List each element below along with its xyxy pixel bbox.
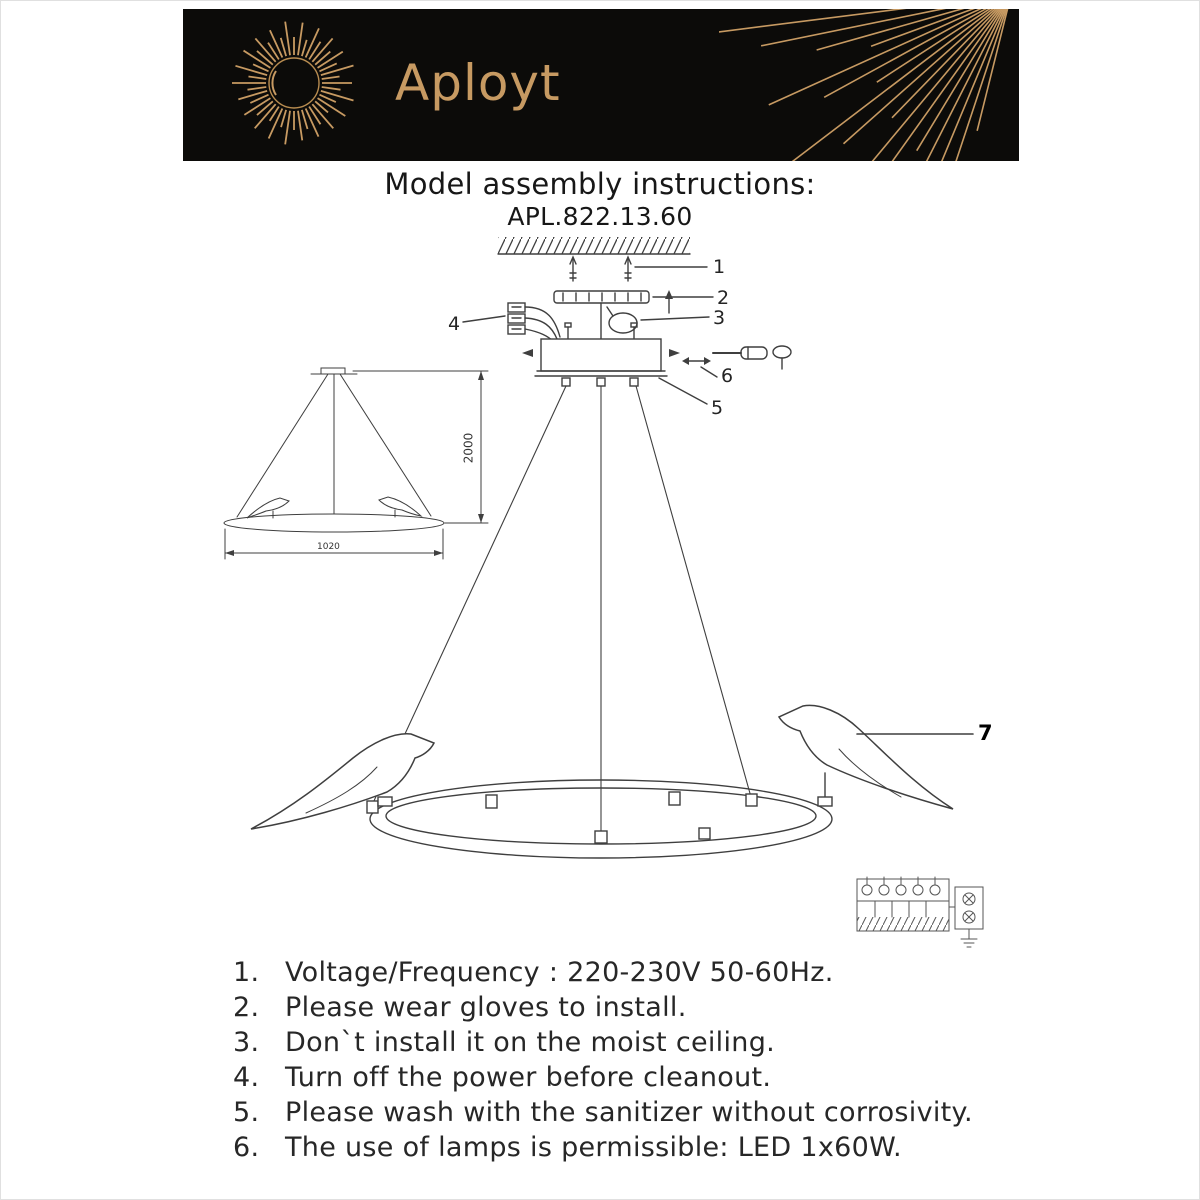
item-text: Don`t install it on the moist ceiling. <box>285 1027 776 1058</box>
width-dimension: 1020 <box>317 542 340 552</box>
item-text: Turn off the power before cleanout. <box>285 1062 772 1093</box>
item-text: The use of lamps is permissible: LED 1x60W. <box>285 1132 902 1163</box>
exploded-view <box>224 237 983 947</box>
instruction-item <box>233 1097 1013 1132</box>
instruction-item <box>233 1027 1013 1062</box>
part-label-3: 3 <box>713 307 726 329</box>
instruction-item <box>233 1062 1013 1097</box>
part-label-6: 6 <box>721 365 734 387</box>
part-label-4: 4 <box>448 313 461 335</box>
side-view-diagram <box>224 368 488 559</box>
brand-name: Aployt <box>395 54 561 112</box>
right-bird-figure <box>779 705 953 809</box>
instruction-item <box>233 957 1013 992</box>
item-text: Please wear gloves to install. <box>285 992 687 1023</box>
left-bird-figure <box>251 734 434 829</box>
instruction-item <box>233 1132 1013 1167</box>
item-number: 4. <box>233 1062 260 1093</box>
part-label-1: 1 <box>713 256 726 278</box>
item-number: 1. <box>233 957 260 988</box>
part-label-7: 7 <box>978 721 993 745</box>
height-dimension: 2000 <box>461 432 476 464</box>
instruction-list <box>233 957 1013 1167</box>
model-number: APL.822.13.60 <box>507 202 693 231</box>
item-number: 2. <box>233 992 260 1023</box>
item-number: 5. <box>233 1097 260 1128</box>
part-label-5: 5 <box>711 397 724 419</box>
page-title: Model assembly instructions: <box>384 167 816 201</box>
wiring-diagram <box>857 877 983 947</box>
item-text: Voltage/Frequency : 220-230V 50-60Hz. <box>285 957 834 988</box>
item-number: 6. <box>233 1132 260 1163</box>
instruction-item <box>233 992 1013 1027</box>
part-label-2: 2 <box>717 287 730 309</box>
item-text: Please wash with the sanitizer without corrosivity. <box>285 1097 973 1128</box>
item-number: 3. <box>233 1027 260 1058</box>
